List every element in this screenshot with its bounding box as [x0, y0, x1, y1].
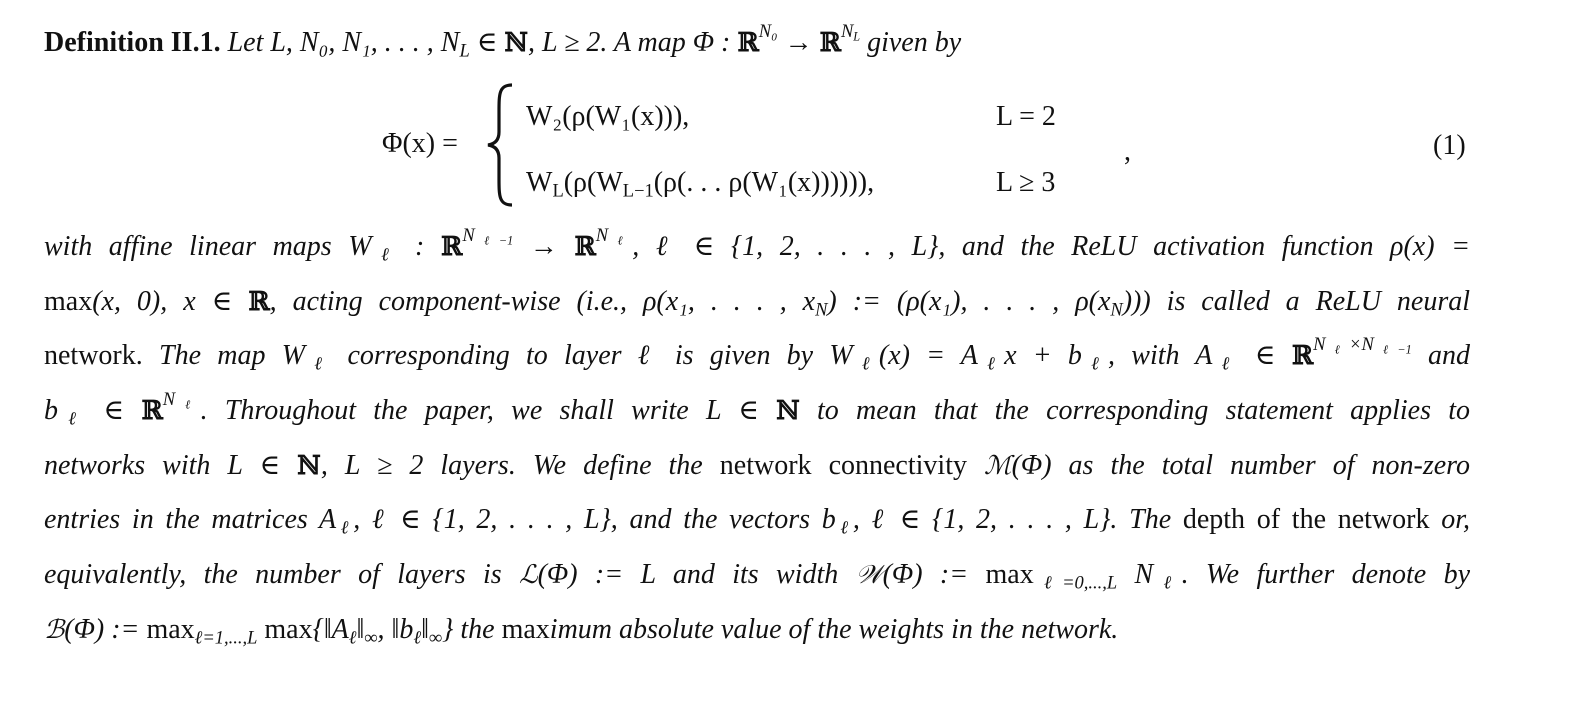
case2-condition: L ≥ 3: [996, 167, 1056, 198]
definition-intro-line: [44, 21, 1470, 61]
paragraph-line-6: entries in the matrices $A_\ell$, ℓ ∈ {1, 2, . . . , L}, and the vectors $b_\ell$, ℓ ∈ {1, 2, . . . , L}. The depth of the network or,: [44, 504, 1471, 538]
equation-trailing-comma: ,: [1124, 136, 1131, 167]
equation-number: (1): [1433, 130, 1466, 161]
case1-condition: L = 2: [996, 101, 1056, 132]
paragraph-line-1: with affine linear maps $W_\ell$ : ℝ$^{N_{\ell-1}}$ → ℝ$^{N_\ell}$, ℓ ∈ {1, 2, . . . , L}, and the ReLU activation function ρ(x) =: [44, 225, 1471, 265]
left-brace-icon: [484, 82, 518, 208]
definition-label: Definition II.1.: [44, 27, 221, 58]
definition-intro: Let L, N₀, N₁, . . . , $N_L$ ∈ ℕ, L ≥ 2. A map Φ : ℝ$^{N_0}$ → ℝ$^{N_L}$ given by: [227, 21, 962, 61]
paragraph-line-4: $b_\ell$ ∈ ℝ$^{N_\ell}$. Throughout the paper, we shall write L ∈ ℕ to mean that the corresponding statement applies to: [44, 389, 1471, 429]
paragraph-line-7: equivalently, the number of layers is ℒ(Φ) := L and its width 𝒲(Φ) := $\max_{\ell=0,...,L} N_\ell$. We further denote by: [44, 559, 1470, 593]
paragraph-line-3: network. The map $W_\ell$ corresponding to layer ℓ is given by $W_\ell(x) = A_\ell x + b_\ell$, with $A_\ell$ ∈ ℝ$^{N_\ell\times N_{\ell-1}}$ and: [44, 334, 1470, 374]
case1-expression: W₂(ρ(W₁(x))),: [526, 101, 690, 132]
paragraph-line-8: ℬ(Φ) := $\max_{\ell=1,...,L}$ $\max\{‖A_\ell‖_\infty$, $‖b_\ell‖_\infty$} the maximum absolute value of the weights in the network.: [44, 614, 1119, 648]
case2-expression: $W_L(\rho(W_{L-1}(\rho$(. . . ρ(W₁(x)))))),: [526, 167, 875, 201]
paragraph-line-5: networks with L ∈ ℕ, L ≥ 2 layers. We define the network connectivity ℳ(Φ) as the total number of non-zero: [44, 450, 1471, 481]
equation-lhs: Φ(x) =: [382, 128, 458, 159]
paragraph-line-2: max(x, 0), x ∈ ℝ, acting component-wise (i.e., ρ(x₁, . . . , $x_N$) := (ρ(x₁), . . . , $\rho(x_N)$)) is called a ReLU neural: [44, 286, 1470, 320]
